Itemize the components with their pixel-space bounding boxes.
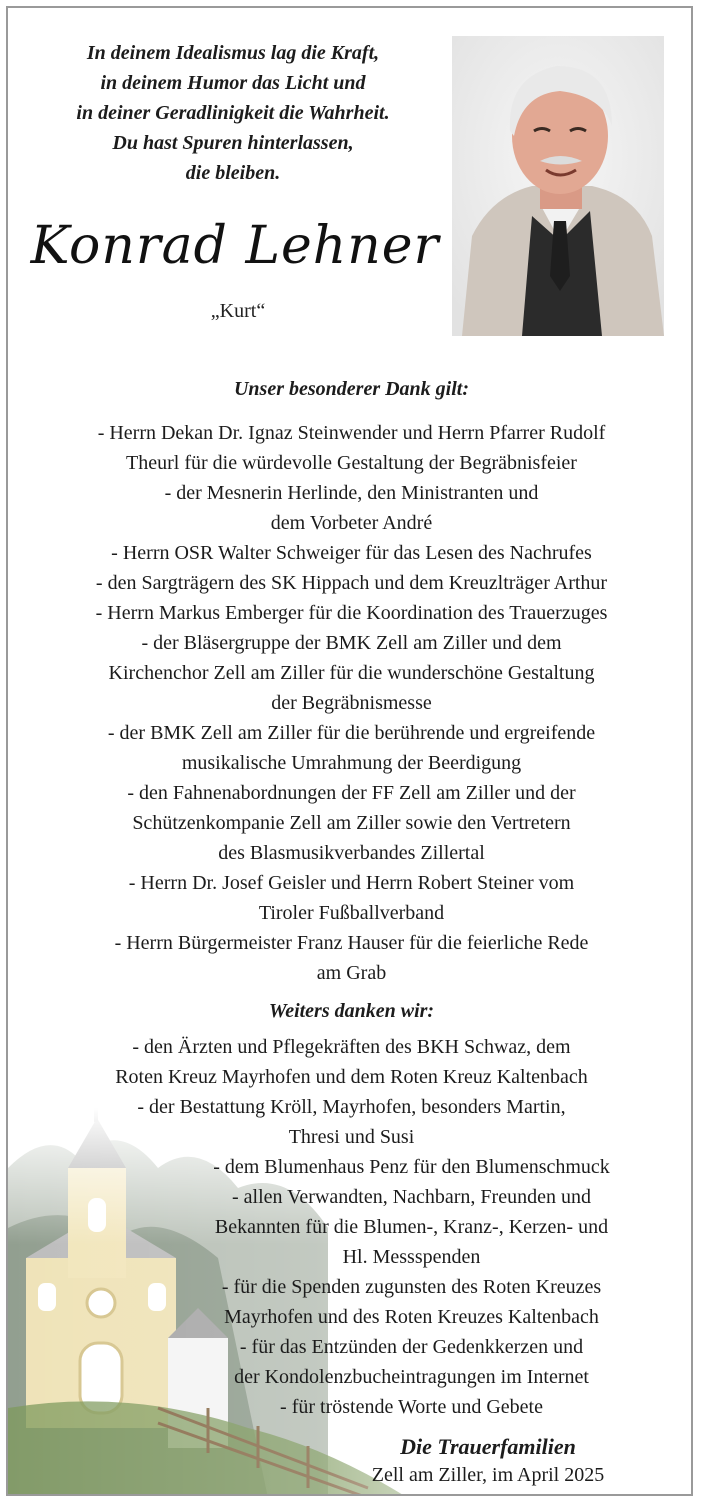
further-line: - für das Entzünden der Gedenkkerzen und xyxy=(239,1336,584,1358)
further-line: - dem Blumenhaus Penz für den Blumenschmuck xyxy=(213,1156,610,1178)
further-line: Roten Kreuz Mayrhofen und dem Roten Kreuz Kaltenbach xyxy=(115,1066,588,1088)
verse-line: Du hast Spuren hinterlassen, xyxy=(112,132,354,154)
thanks-line: Schützenkompanie Zell am Ziller sowie den Vertretern xyxy=(132,812,571,834)
thanks-line: - Herrn OSR Walter Schweiger für das Lesen des Nachrufes xyxy=(111,542,592,564)
further-line: der Kondolenzbucheintragungen im Internet xyxy=(234,1366,589,1388)
further-thanks-list-right xyxy=(128,1152,693,1422)
thanks-line: am Grab xyxy=(316,962,387,984)
memorial-verse xyxy=(28,38,438,188)
portrait-photo xyxy=(452,36,664,336)
further-line: Hl. Messspenden xyxy=(342,1246,481,1268)
thanks-line: Theurl für die würdevolle Gestaltung der Begräbnisfeier xyxy=(126,452,577,474)
thanks-line: Tiroler Fußballverband xyxy=(258,902,445,924)
thanks-line: - Herrn Dekan Dr. Ignaz Steinwender und Herrn Pfarrer Rudolf xyxy=(97,422,606,444)
thanks-heading: Unser besonderer Dank gilt: xyxy=(233,378,469,400)
verse-line: in deinem Humor das Licht und xyxy=(100,72,366,94)
obituary-card xyxy=(6,6,693,1496)
further-line: - der Bestattung Kröll, Mayrhofen, besonders Martin, xyxy=(137,1096,566,1118)
thanks-line: musikalische Umrahmung der Beerdigung xyxy=(181,752,522,774)
further-line: Bekannten für die Blumen-, Kranz-, Kerzen- und xyxy=(214,1216,609,1238)
verse-line: in deiner Geradlinigkeit die Wahrheit. xyxy=(76,102,390,124)
further-line: - allen Verwandten, Nachbarn, Freunden und xyxy=(232,1186,591,1208)
further-line: - den Ärzten und Pflegekräften des BKH Schwaz, dem xyxy=(132,1036,571,1058)
deceased-name: Konrad Lehner xyxy=(30,216,440,276)
signoff-place-date: Zell am Ziller, im April 2025 xyxy=(371,1464,605,1486)
thanks-line: des Blasmusikverbandes Zillertal xyxy=(218,842,485,864)
thanks-line: - den Sargträgern des SK Hippach und dem Kreuzlträger Arthur xyxy=(95,572,608,594)
further-line: - für die Spenden zugunsten des Roten Kreuzes xyxy=(221,1276,602,1298)
further-thanks-heading: Weiters danken wir: xyxy=(268,1000,435,1022)
further-line: - für tröstende Worte und Gebete xyxy=(280,1396,543,1418)
thanks-line: - den Fahnenabordnungen der FF Zell am Ziller und der xyxy=(127,782,576,804)
signoff-families: Die Trauerfamilien xyxy=(400,1434,576,1459)
thanks-list xyxy=(8,418,693,988)
further-line: Thresi und Susi xyxy=(288,1126,415,1148)
further-line: Mayrhofen und des Roten Kreuzes Kaltenbach xyxy=(224,1306,599,1328)
deceased-nickname: „Kurt“ xyxy=(210,300,266,322)
thanks-line: - Herrn Markus Emberger für die Koordination des Trauerzuges xyxy=(95,602,608,624)
thanks-line: dem Vorbeter André xyxy=(270,512,433,534)
verse-line: In deinem Idealismus lag die Kraft, xyxy=(86,42,380,64)
thanks-line: - Herrn Dr. Josef Geisler und Herrn Robert Steiner vom xyxy=(128,872,575,894)
thanks-line: - der BMK Zell am Ziller für die berührende und ergreifende xyxy=(107,722,596,744)
thanks-line: - Herrn Bürgermeister Franz Hauser für die feierliche Rede xyxy=(114,932,589,954)
verse-line: die bleiben. xyxy=(185,162,281,184)
thanks-line: der Begräbnismesse xyxy=(271,692,432,714)
thanks-line: - der Mesnerin Herlinde, den Ministranten und xyxy=(164,482,539,504)
further-thanks-list xyxy=(8,1032,693,1152)
thanks-line: - der Bläsergruppe der BMK Zell am Ziller und dem xyxy=(141,632,562,654)
thanks-line: Kirchenchor Zell am Ziller für die wunderschöne Gestaltung xyxy=(108,662,595,684)
